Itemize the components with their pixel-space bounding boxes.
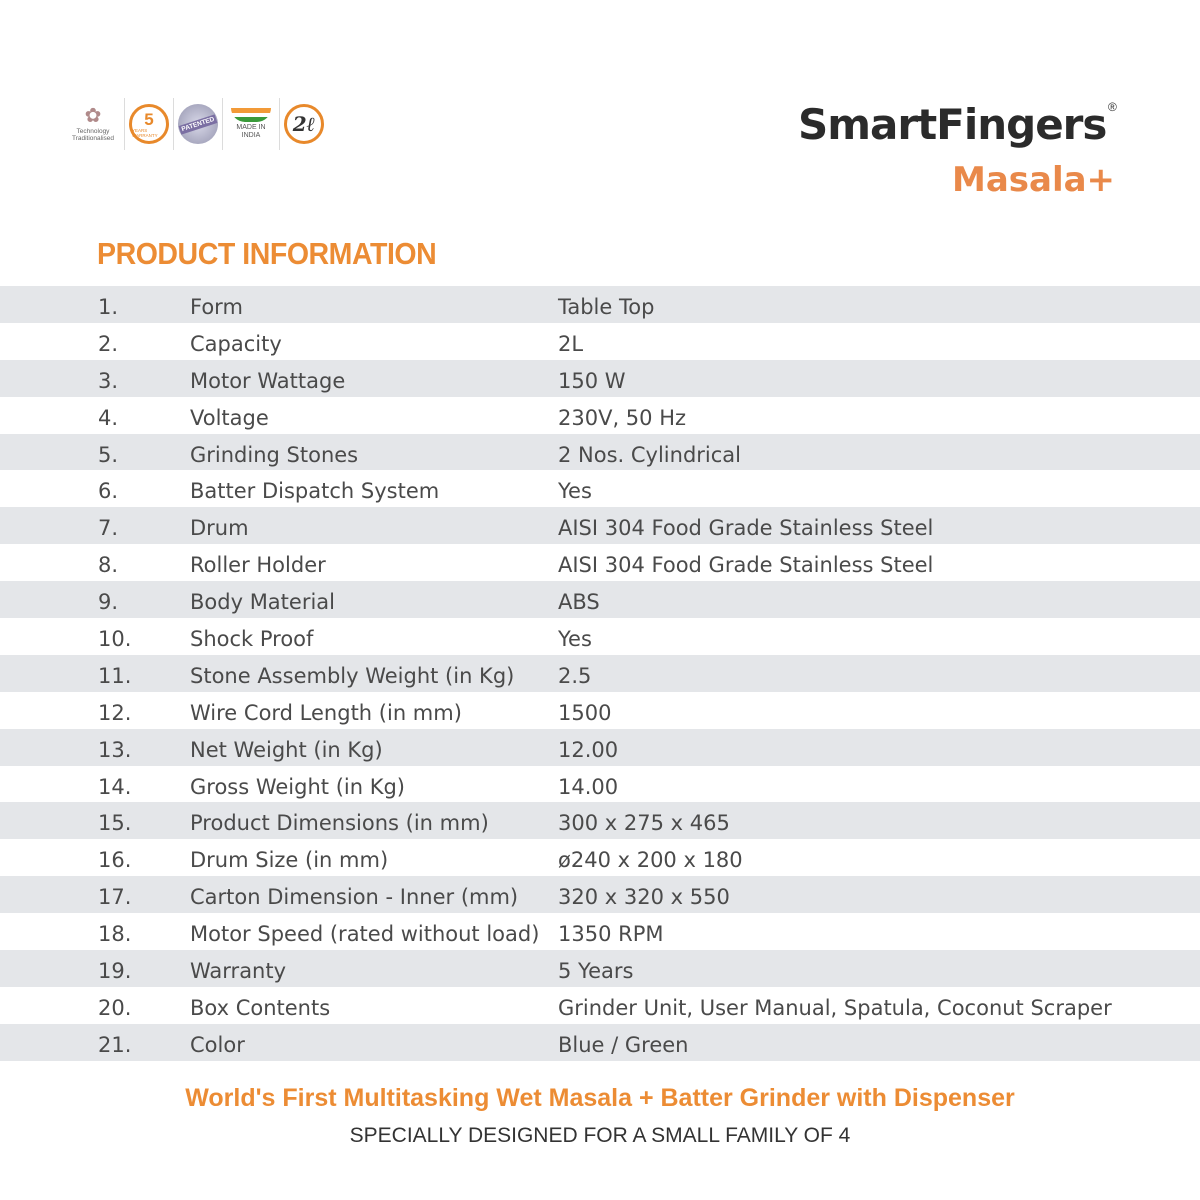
row-number: 14. <box>98 774 132 799</box>
row-label: Batter Dispatch System <box>190 479 440 504</box>
row-value: 2.5 <box>558 663 592 688</box>
row-value: 14.00 <box>558 774 619 799</box>
india-flag-icon <box>231 108 271 122</box>
row-number: 1. <box>98 295 119 319</box>
row-label: Voltage <box>190 405 269 430</box>
subline: SPECIALLY DESIGNED FOR A SMALL FAMILY OF 4 <box>349 1124 851 1147</box>
row-value: 2 Nos. Cylindrical <box>558 442 742 467</box>
table-row <box>0 618 1200 655</box>
row-value: 1350 RPM <box>558 922 664 947</box>
row-number: 11. <box>98 663 132 688</box>
table-row <box>0 692 1200 729</box>
row-number: 20. <box>98 995 132 1020</box>
table-row <box>0 470 1200 507</box>
row-number: 4. <box>98 405 119 430</box>
table-row <box>0 950 1200 987</box>
table-row <box>0 729 1200 766</box>
brand-sub-name: Masala+ <box>952 160 1116 200</box>
row-label: Carton Dimension - Inner (mm) <box>190 885 519 910</box>
table-row <box>0 397 1200 434</box>
spec-table <box>0 286 1200 1061</box>
table-row <box>0 544 1200 581</box>
capacity-text: 2ℓ <box>292 111 316 136</box>
table-row <box>0 876 1200 913</box>
table-row <box>0 434 1200 471</box>
table-row <box>0 581 1200 618</box>
patent-badge <box>173 98 222 150</box>
table-row <box>0 839 1200 876</box>
row-number: 10. <box>98 627 132 652</box>
row-value: 320 x 320 x 550 <box>558 885 730 910</box>
row-label: Motor Wattage <box>190 368 346 393</box>
row-number: 3. <box>98 368 119 393</box>
row-value: Table Top <box>558 295 655 319</box>
patent-seal-icon <box>178 104 218 144</box>
row-label: Roller Holder <box>190 553 326 578</box>
row-label: Wire Cord Length (in mm) <box>190 700 462 725</box>
row-value: Yes <box>558 627 592 652</box>
table-row <box>0 360 1200 397</box>
technology-badge <box>62 98 124 150</box>
lotus-icon: ✿ <box>84 105 102 127</box>
table-row <box>0 802 1200 839</box>
row-value: 1500 <box>558 700 612 725</box>
table-row <box>0 655 1200 692</box>
row-label: Product Dimensions (in mm) <box>190 811 489 836</box>
badge-strip <box>62 98 328 150</box>
row-label: Gross Weight (in Kg) <box>190 774 405 799</box>
row-label: Drum <box>190 516 249 541</box>
row-value: ABS <box>558 590 600 615</box>
row-label: Warranty <box>190 959 287 984</box>
row-number: 13. <box>98 737 132 762</box>
row-number: 8. <box>98 553 119 578</box>
row-value: 2L <box>558 331 584 356</box>
row-label: Form <box>190 295 243 319</box>
page-title: PRODUCT INFORMATION <box>97 236 437 271</box>
made-in-india-badge <box>222 98 279 150</box>
row-value: Yes <box>558 479 592 504</box>
made-in-india-text: MADE IN INDIA <box>236 124 266 139</box>
row-number: 18. <box>98 922 132 947</box>
row-value: 150 W <box>558 368 626 393</box>
row-value: ø240 x 200 x 180 <box>558 848 743 873</box>
row-number: 19. <box>98 959 132 984</box>
technology-badge-text: Technology Traditionalised <box>71 128 115 142</box>
row-label: Body Material <box>190 590 336 615</box>
row-label: Drum Size (in mm) <box>190 848 389 873</box>
tagline: World's First Multitasking Wet Masala + Batter Grinder with Dispenser <box>185 1084 1015 1112</box>
table-row <box>0 507 1200 544</box>
row-value: 230V, 50 Hz <box>558 405 687 430</box>
row-value: 300 x 275 x 465 <box>558 811 730 836</box>
brand-logo <box>798 100 1128 200</box>
warranty-badge <box>124 98 173 150</box>
warranty-number: 5 <box>144 109 154 129</box>
row-number: 15. <box>98 811 132 836</box>
row-value: Grinder Unit, User Manual, Spatula, Coconut Scraper <box>558 995 1112 1020</box>
row-value: 12.00 <box>558 737 619 762</box>
table-row <box>0 286 1200 323</box>
row-number: 9. <box>98 590 119 615</box>
row-number: 5. <box>98 442 119 467</box>
row-label: Capacity <box>190 331 282 356</box>
table-row <box>0 987 1200 1024</box>
patent-text: PATENTED <box>178 114 217 134</box>
table-row <box>0 323 1200 360</box>
row-label: Box Contents <box>190 995 331 1020</box>
warranty-ring-icon <box>129 104 169 144</box>
table-row <box>0 766 1200 803</box>
brand-name: SmartFingers <box>798 100 1107 149</box>
row-label: Color <box>190 1032 245 1057</box>
row-value: AISI 304 Food Grade Stainless Steel <box>558 516 934 541</box>
row-label: Stone Assembly Weight (in Kg) <box>190 663 515 688</box>
capacity-ring-icon <box>284 104 324 144</box>
warranty-text: YEARS WARRANTY <box>132 127 158 138</box>
row-label: Motor Speed (rated without load) <box>190 922 540 947</box>
row-value: Blue / Green <box>558 1032 689 1057</box>
row-value: AISI 304 Food Grade Stainless Steel <box>558 553 934 578</box>
row-number: 6. <box>98 479 119 504</box>
row-value: 5 Years <box>558 959 634 984</box>
row-number: 16. <box>98 848 132 873</box>
row-number: 17. <box>98 885 132 910</box>
row-label: Net Weight (in Kg) <box>190 737 383 762</box>
table-row <box>0 913 1200 950</box>
row-number: 12. <box>98 700 132 725</box>
row-number: 21. <box>98 1032 132 1057</box>
table-row <box>0 1024 1200 1061</box>
row-number: 2. <box>98 331 119 356</box>
capacity-badge <box>279 98 328 150</box>
row-label: Grinding Stones <box>190 442 359 467</box>
row-number: 7. <box>98 516 119 541</box>
row-label: Shock Proof <box>190 627 314 652</box>
registered-mark: ® <box>1108 100 1117 114</box>
